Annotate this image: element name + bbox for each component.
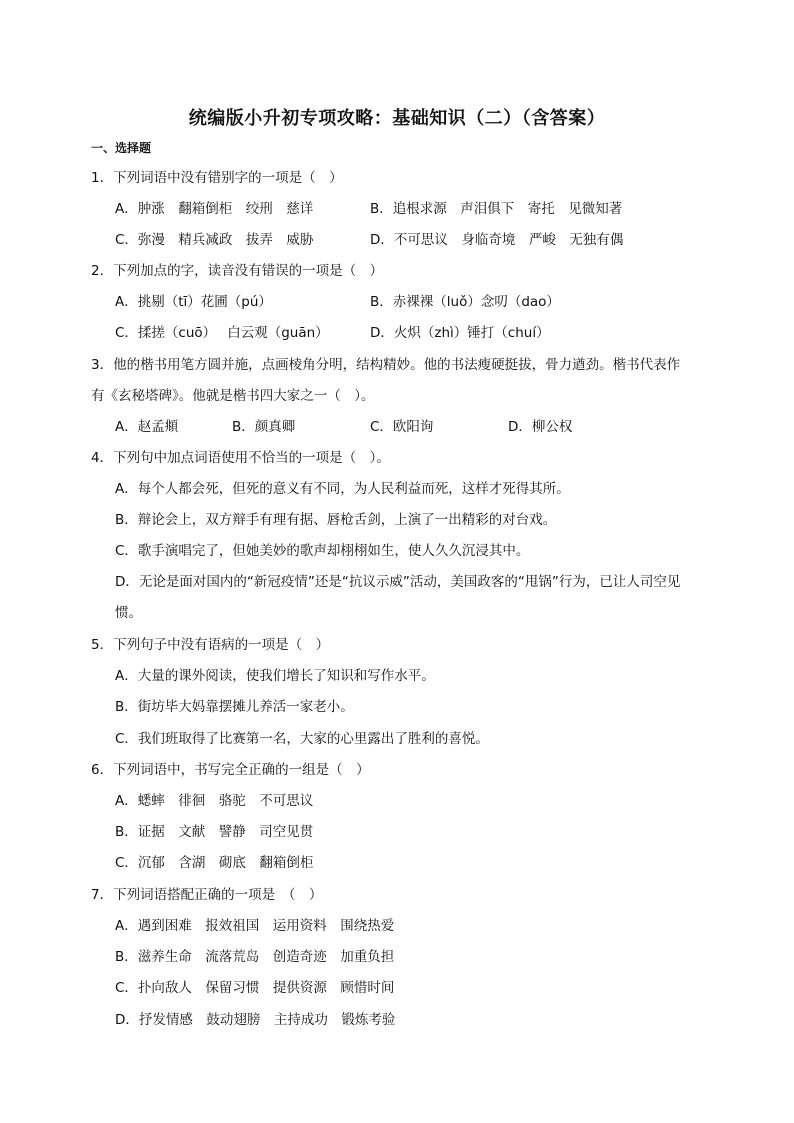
question-3-stem-line-2: 有《玄秘塔碑》。他就是楷书四大家之一（ ）。 [91,388,375,404]
question-3-stem-line-1: 3．他的楷书用笔方圆并施，点画棱角分明，结构精妙。他的书法瘦硬挺拔，骨力遒劲。楷书代表作 [91,357,681,373]
question-3-option-d: D．柳公权 [508,419,573,435]
question-4-option-d-line-1: D．无论是面对国内的“新冠疫情”还是“抗议示威”活动，美国政客的“甩锅”行为，已让人司空见 [115,574,681,590]
question-2-option-c: C．揉搓（cuō） 白云观（guān） [115,325,329,341]
question-5-option-c: C．我们班取得了比赛第一名，大家的心里露出了胜利的喜悦。 [115,731,489,747]
question-3-option-b: B．颜真卿 [232,419,296,435]
page-title: 统编版小升初专项攻略：基础知识（二）（含答案） [188,108,606,129]
question-4-option-c: C．歌手演唱完了，但她美妙的歌声却栩栩如生，使人久久沉浸其中。 [115,543,530,559]
question-2-option-d: D．火炽（zhì）锤打（chuí） [370,325,550,341]
question-2-option-b: B．赤裸裸（luǒ）念叨（dao） [370,294,560,310]
question-7-option-b: B．滋养生命 流落荒岛 创造奇迹 加重负担 [115,949,395,965]
question-1-option-d: D．不可思议 身临奇境 严峻 无独有偶 [370,232,624,248]
question-7-stem: 7．下列词语搭配正确的一项是 （ ） [91,887,323,903]
question-1-option-a: A．肿涨 翻箱倒柜 绞刑 慈详 [115,201,314,217]
question-3-option-c: C．欧阳询 [370,419,434,435]
question-1-option-c: C．弥漫 精兵减政 拔弄 威胁 [115,232,314,248]
question-7-option-c: C．扑向敌人 保留习惯 提供资源 顾惜时间 [115,980,395,996]
question-6-stem: 6．下列词语中，书写完全正确的一组是（ ） [91,762,370,778]
question-4-option-a: A．每个人都会死，但死的意义有不同，为人民利益而死，这样才死得其所。 [115,481,570,497]
question-4-option-d-line-2: 惯。 [115,605,142,621]
question-4-stem: 4．下列句中加点词语使用不恰当的一项是（ ）。 [91,450,390,466]
question-5-option-a: A．大量的课外阅读，使我们增长了知识和写作水平。 [115,668,435,684]
question-5-stem: 5．下列句子中没有语病的一项是（ ） [91,637,330,653]
question-6-option-c: C．沉郁 含湖 砌底 翻箱倒柜 [115,855,314,871]
question-4-option-b: B．辩论会上，双方辩手有理有据、唇枪舌剑，上演了一出精彩的对台戏。 [115,512,557,528]
question-5-option-b: B．街坊毕大妈靠摆摊儿养活一家老小。 [115,699,354,715]
question-7-option-a: A．遇到困难 报效祖国 运用资料 围绕热爱 [115,918,395,934]
section-heading: 一、选择题 [91,141,152,155]
question-6-option-b: B．证据 文献 譬静 司空见贯 [115,824,314,840]
question-6-option-a: A．蟋蟀 徘徊 骆驼 不可思议 [115,793,314,809]
question-1-option-b: B．追根求源 声泪俱下 寄托 见微知著 [370,201,623,217]
question-2-stem: 2．下列加点的字，读音没有错误的一项是（ ） [91,263,384,279]
question-1-stem: 1．下列词语中没有错别字的一项是（ ） [91,170,343,186]
question-3-option-a: A．赵孟頫 [115,419,179,435]
question-2-option-a: A．挑剔（tī）花圃（pú） [115,294,272,310]
question-7-option-d: D．抒发情感 鼓动翅膀 主持成功 锻炼考验 [115,1012,396,1028]
